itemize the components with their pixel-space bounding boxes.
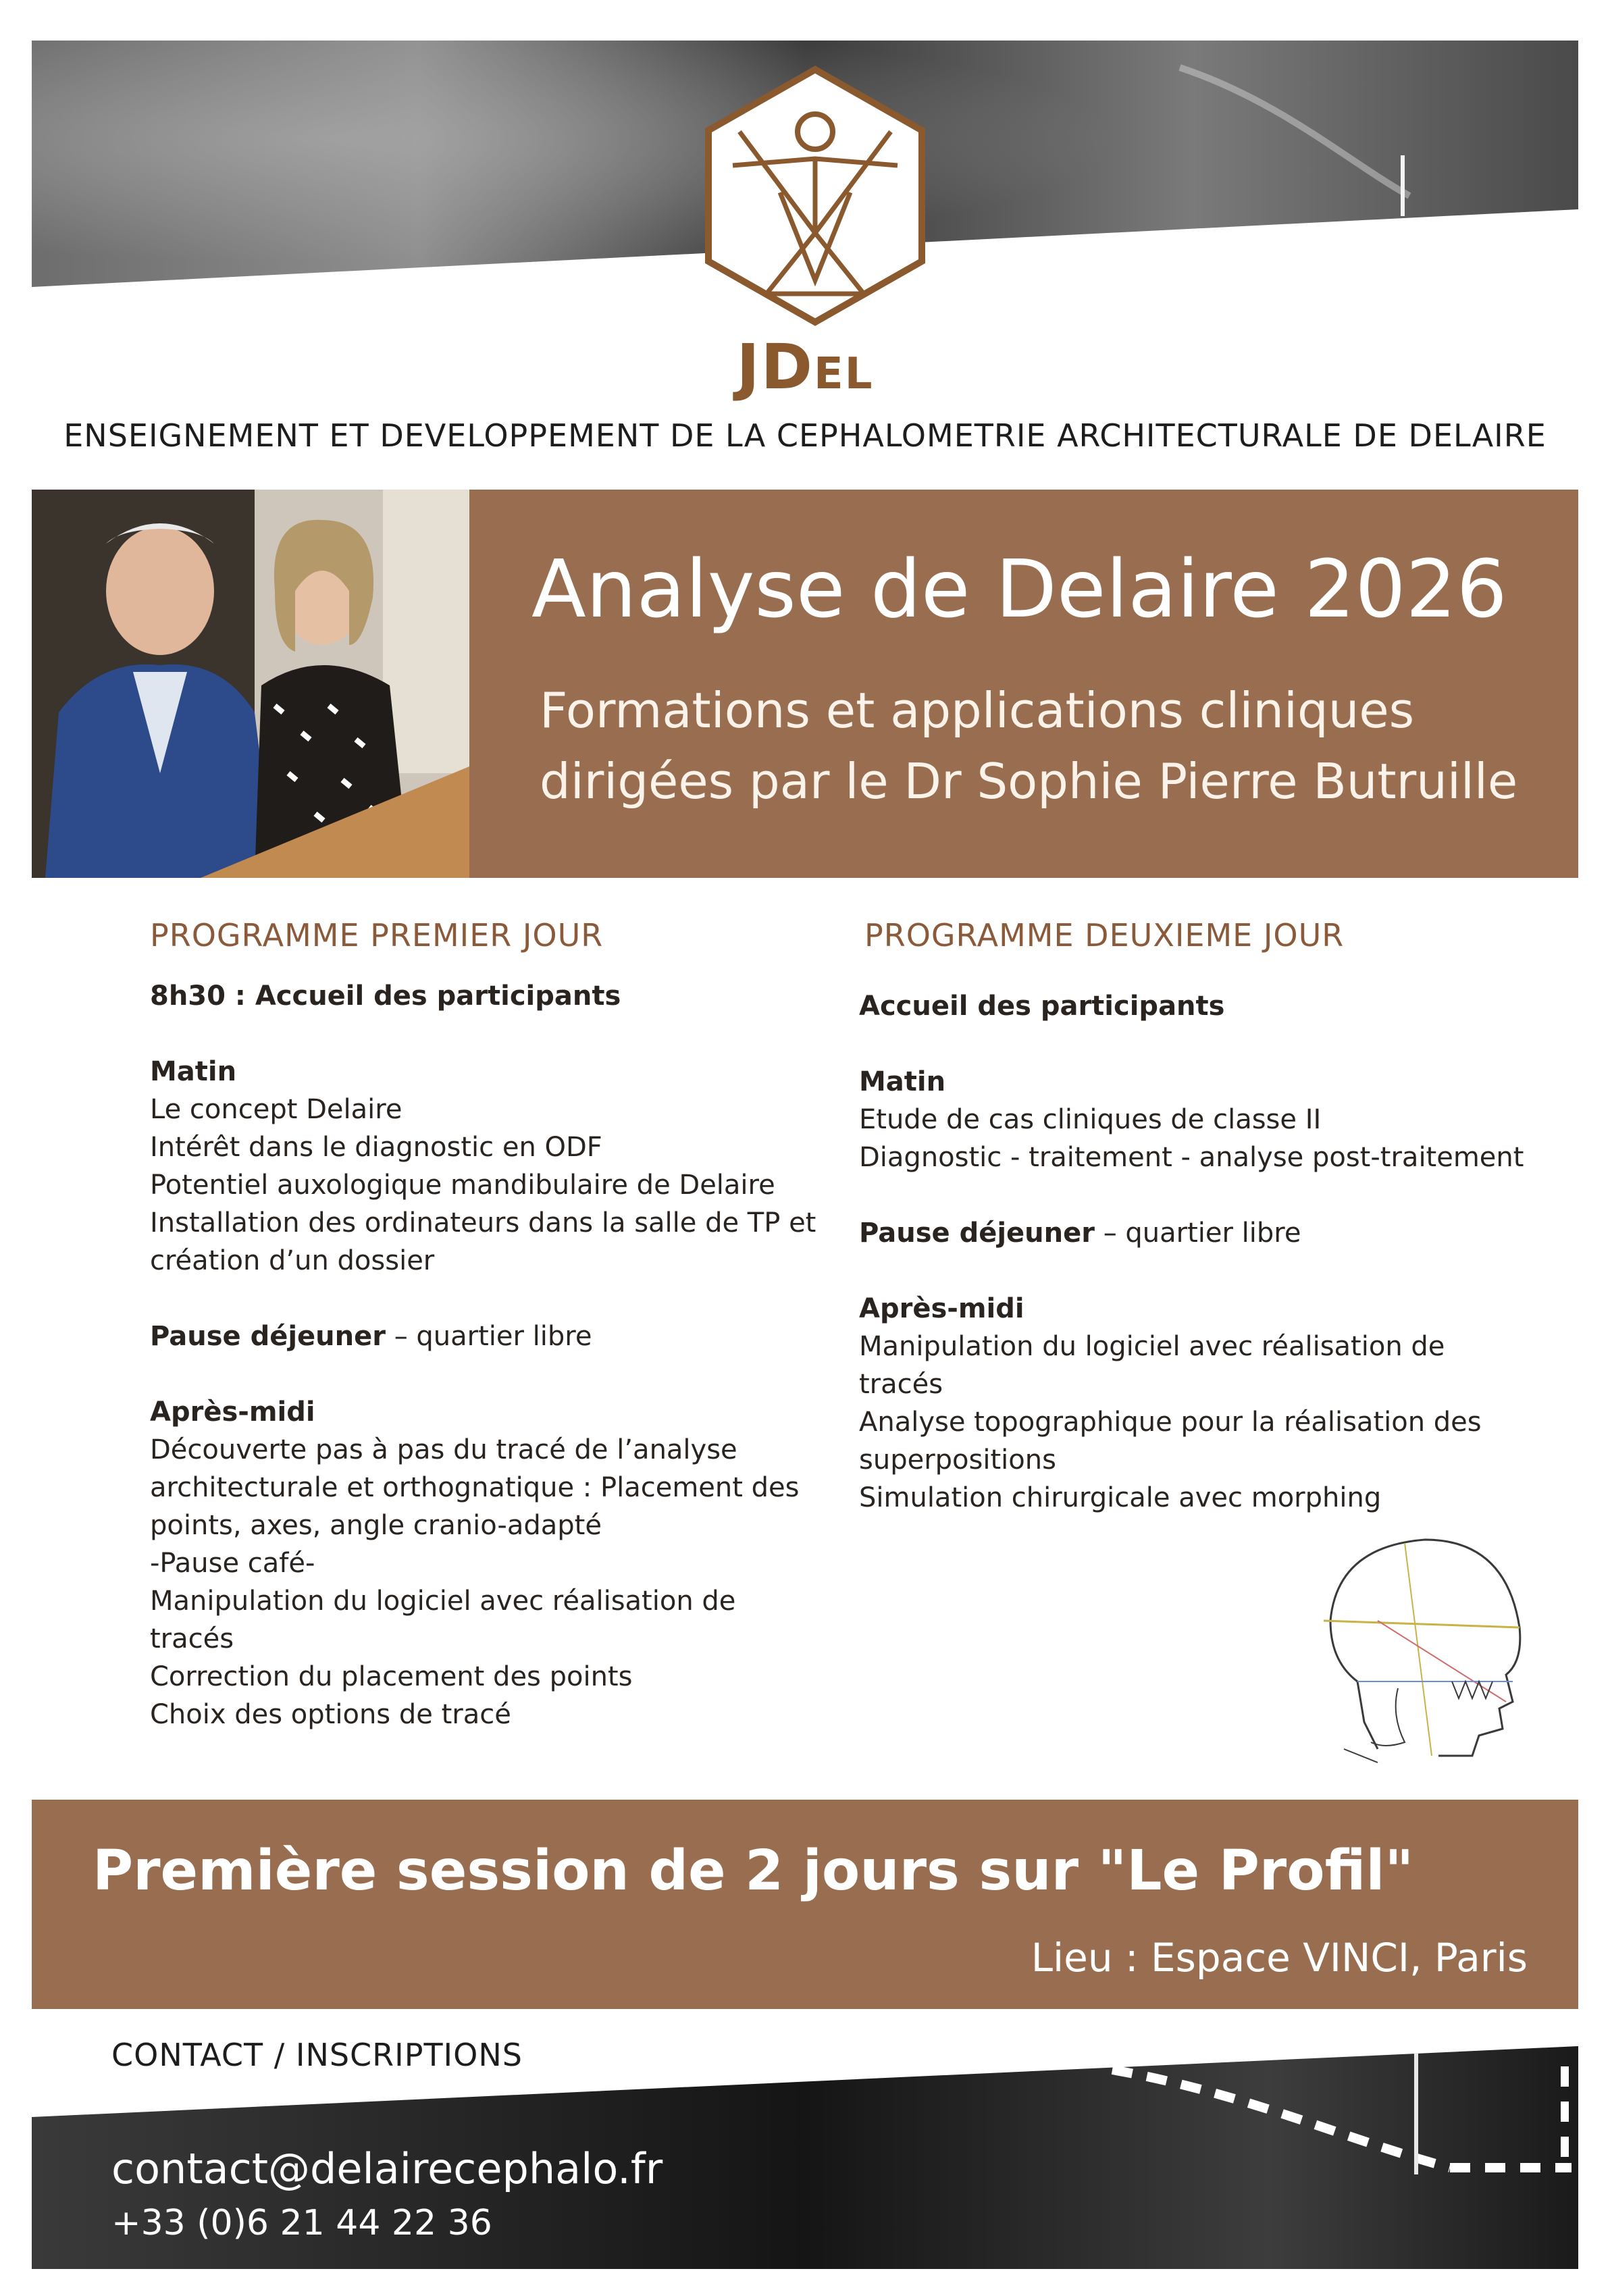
subtitle-line-1: Formations et applications cliniques xyxy=(540,682,1415,739)
day1-heading: PROGRAMME PREMIER JOUR xyxy=(150,917,604,954)
session-venue: Lieu : Espace VINCI, Paris xyxy=(1031,1935,1528,1981)
list-item: tracés xyxy=(150,1623,234,1654)
day2-lunch-detail: – quartier libre xyxy=(1094,1218,1301,1249)
list-item: superpositions xyxy=(859,1444,1056,1476)
brand-el: EL xyxy=(814,349,874,399)
list-item: Simulation chirurgicale avec morphing xyxy=(859,1482,1382,1513)
day1-welcome: 8h30 : Accueil des participants xyxy=(150,981,621,1012)
session-title: Première session de 2 jours sur "Le Profil" xyxy=(93,1839,1414,1903)
vitruvian-hexagon-logo-icon xyxy=(699,64,932,328)
day2-programme xyxy=(859,987,1524,1517)
cephalometric-skull-drawing-icon xyxy=(1317,1526,1533,1776)
title-band xyxy=(32,490,1578,878)
contact-email-link[interactable]: contact@delairecephalo.fr xyxy=(111,2144,663,2193)
list-item: -Pause café- xyxy=(150,1548,315,1579)
list-item: Installation des ordinateurs dans la salle de TP et xyxy=(150,1207,816,1238)
brand-wordmark xyxy=(0,331,1610,403)
day2-lunch xyxy=(859,1214,1507,1252)
day2-morning-label: Matin xyxy=(859,1066,946,1097)
day2-afternoon-label: Après-midi xyxy=(859,1293,1024,1324)
list-item: Manipulation du logiciel avec réalisation de xyxy=(150,1586,736,1617)
tagline: ENSEIGNEMENT ET DEVELOPPEMENT DE LA CEPHALOMETRIE ARCHITECTURALE DE DELAIRE xyxy=(63,417,1547,454)
list-item: architecturale et orthognatique : Placement des xyxy=(150,1472,800,1503)
day1-lunch-label: Pause déjeuner xyxy=(150,1321,386,1352)
session-band xyxy=(32,1800,1578,2009)
list-item: Potentiel auxologique mandibulaire de Delaire xyxy=(150,1170,775,1201)
portrait-photo xyxy=(32,490,469,878)
list-item: points, axes, angle cranio-adapté xyxy=(150,1510,602,1541)
day1-lunch xyxy=(150,1317,798,1355)
day1-morning-label: Matin xyxy=(150,1056,237,1087)
list-item: création d’un dossier xyxy=(150,1245,435,1276)
main-title: Analyse de Delaire 2026 xyxy=(531,542,1507,635)
day2-lunch-label: Pause déjeuner xyxy=(859,1218,1095,1249)
list-item: Analyse topographique pour la réalisation des xyxy=(859,1407,1482,1438)
subtitle-line-2: dirigées par le Dr Sophie Pierre Butruille xyxy=(540,753,1518,810)
day1-afternoon-label: Après-midi xyxy=(150,1397,315,1428)
brand-initial: J xyxy=(736,331,761,403)
brand-d: D xyxy=(760,331,814,403)
list-item: Diagnostic - traitement - analyse post-traitement xyxy=(859,1142,1524,1173)
list-item: Manipulation du logiciel avec réalisation de xyxy=(859,1331,1445,1362)
day2-heading: PROGRAMME DEUXIEME JOUR xyxy=(864,917,1345,954)
list-item: Correction du placement des points xyxy=(150,1661,633,1692)
list-item: Le concept Delaire xyxy=(150,1094,402,1125)
day1-lunch-detail: – quartier libre xyxy=(385,1321,592,1352)
contact-heading: CONTACT / INSCRIPTIONS xyxy=(111,2037,523,2073)
day2-welcome: Accueil des participants xyxy=(859,991,1225,1022)
contact-phone[interactable]: +33 (0)6 21 44 22 36 xyxy=(111,2203,492,2243)
list-item: Choix des options de tracé xyxy=(150,1699,511,1730)
list-item: Intérêt dans le diagnostic en ODF xyxy=(150,1132,602,1163)
list-item: Découverte pas à pas du tracé de l’analyse xyxy=(150,1434,737,1465)
list-item: Etude de cas cliniques de classe II xyxy=(859,1104,1322,1135)
day1-programme xyxy=(150,977,816,1733)
list-item: tracés xyxy=(859,1369,943,1400)
